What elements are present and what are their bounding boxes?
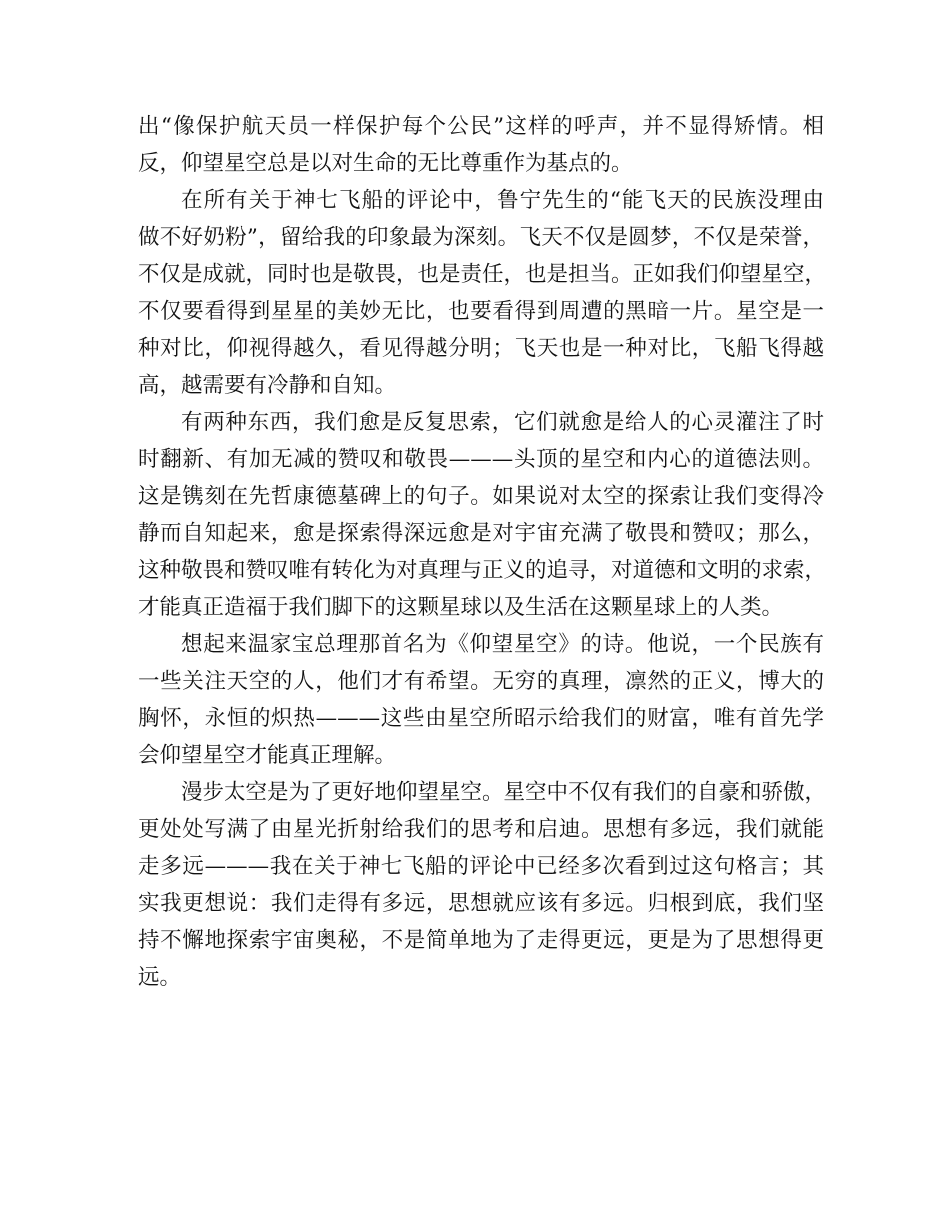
text-line: 在所有关于神七飞船的评论中，鲁宁先生的“能飞天的民族没理由 (181, 188, 824, 213)
text-line: 静而自知起来，愈是探索得深远愈是对宇宙充满了敬畏和赞叹；那么， (138, 521, 824, 546)
paragraph-3 (138, 404, 827, 626)
text-line: 会仰望星空才能真正理解。 (138, 743, 397, 768)
text-line: 有两种东西，我们愈是反复思索，它们就愈是给人的心灵灌注了时 (181, 410, 824, 435)
text-line: 远。 (138, 965, 182, 990)
text-line: 实我更想说：我们走得有多远，思想就应该有多远。归根到底，我们坚 (138, 891, 824, 916)
text-line: 走多远———我在关于神七飞船的评论中已经多次看到过这句格言；其 (138, 854, 824, 879)
text-line: 想起来温家宝总理那首名为《仰望星空》的诗。他说，一个民族有 (181, 632, 824, 657)
text-line: 胸怀，永恒的炽热———这些由星空所昭示给我们的财富，唯有首先学 (138, 706, 824, 731)
text-line: 才能真正造福于我们脚下的这颗星球以及生活在这颗星球上的人类。 (138, 595, 784, 620)
text-line: 高，越需要有冷静和自知。 (138, 373, 397, 398)
text-line: 持不懈地探索宇宙奥秘，不是简单地为了走得更远，更是为了思想得更 (138, 928, 824, 953)
paragraph-4 (138, 626, 824, 774)
text-line: 时翻新、有加无减的赞叹和敬畏———头顶的星空和内心的道德法则。 (138, 447, 824, 472)
text-line: 不仅是成就，同时也是敬畏，也是责任，也是担当。正如我们仰望星空， (138, 262, 827, 287)
text-line: 种对比，仰视得越久，看见得越分明；飞天也是一种对比，飞船飞得越 (138, 336, 824, 361)
text-line: 更处处写满了由星光折射给我们的思考和启迪。思想有多远，我们就能 (138, 817, 824, 842)
text-line: 这是镌刻在先哲康德墓碑上的句子。如果说对太空的探索让我们变得冷 (138, 484, 824, 509)
document-page (138, 108, 827, 996)
text-line: 不仅要看得到星星的美妙无比，也要看得到周遭的黑暗一片。星空是一 (138, 299, 824, 324)
text-line: 出“像保护航天员一样保护每个公民”这样的呼声，并不显得矫情。相 (138, 114, 824, 139)
paragraph-1 (138, 108, 824, 182)
paragraph-2 (138, 182, 827, 404)
text-line: 这种敬畏和赞叹唯有转化为对真理与正义的追寻，对道德和文明的求索， (138, 558, 827, 583)
paragraph-5 (138, 774, 827, 996)
text-line: 一些关注天空的人，他们才有希望。无穷的真理，凛然的正义，博大的 (138, 669, 824, 694)
text-line: 反，仰望星空总是以对生命的无比尊重作为基点的。 (138, 151, 633, 176)
text-line: 漫步太空是为了更好地仰望星空。星空中不仅有我们的自豪和骄傲， (181, 780, 827, 805)
text-line: 做不好奶粉”，留给我的印象最为深刻。飞天不仅是圆梦，不仅是荣誉， (138, 225, 824, 250)
